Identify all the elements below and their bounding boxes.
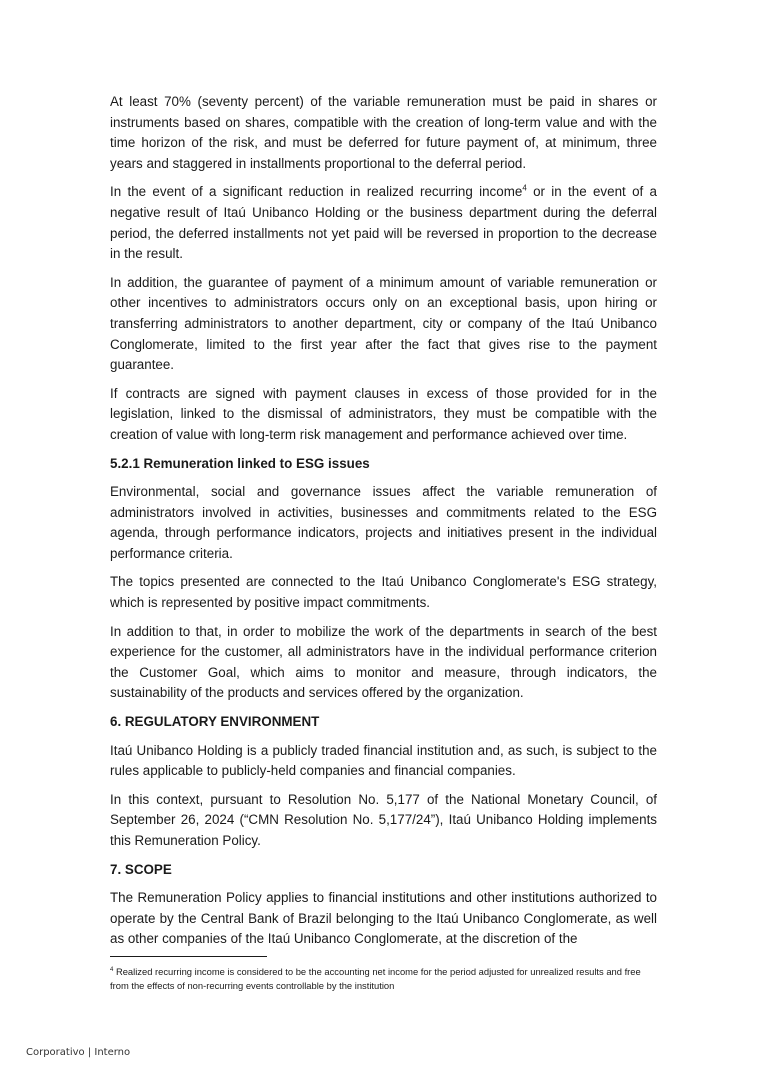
paragraph-reversal [110,182,657,264]
heading-esg: 5.2.1 Remuneration linked to ESG issues [110,455,370,471]
footnote-divider [110,956,267,957]
heading-scope: 7. SCOPE [110,861,172,877]
paragraph-guarantee: In addition, the guarantee of payment of a minimum amount of variable remuneration or other incentives to administrators occurs only on an exceptional basis, upon hiring or transferring administrators to another department, city or company of the Itaú Unibanco Conglomerate, limited to the first year after the fact that gives rise to the payment guarantee. [110,274,657,373]
heading-regulatory: 6. REGULATORY ENVIRONMENT [110,714,320,730]
paragraph-publicly-traded: Itaú Unibanco Holding is a publicly traded financial institution and, as such, is subject to the rules applicable to publicly-held companies and financial companies. [110,742,657,779]
footnote-text: Realized recurring income is considered to be the accounting net income for the period adjusted for unrealized results and free from the effects of non-recurring events controllable by the institution [110,966,641,991]
paragraph-esg-strategy: The topics presented are connected to the Itaú Unibanco Conglomerate's ESG strategy, which is represented by positive impact commitments. [110,574,657,611]
paragraph-esg-issues: Environmental, social and governance issues affect the variable remuneration of administrators involved in activities, businesses and commitments related to the ESG agenda, through performance indicators, projects and initiatives present in the individual performance criteria. [110,484,657,561]
footnote-number: 4 [110,966,114,973]
document-body [110,92,657,958]
paragraph-resolution: In this context, pursuant to Resolution No. 5,177 of the National Monetary Council, of September 26, 2024 (“CMN Resolution No. 5,177/24”), Itaú Unibanco Holding implements this Remuneration Policy. [110,791,657,848]
paragraph-customer-goal: In addition to that, in order to mobilize the work of the departments in search of the best experience for the customer, all administrators have in the individual performance criterion the Customer Goal, which aims to monitor and measure, through indicators, the sustainability of the products and services offered by the organization. [110,623,657,701]
paragraph-reversal-text-2: or in the event of a negative result of Itaú Unibanco Holding or the business department during the deferral period, the deferred installments not yet paid will be reversed in proportion to the decrease in the result. [110,184,658,262]
paragraph-deferral: At least 70% (seventy percent) of the variable remuneration must be paid in shares or instruments based on shares, compatible with the creation of long-term value and with the time horizon of the risk, and must be deferred for future payment of, at minimum, three years and staggered in installments proportional to the deferral period. [110,94,657,171]
paragraph-contracts: If contracts are signed with payment clauses in excess of those provided for in the legislation, linked to the dismissal of administrators, they must be compatible with the creation of value with long-term risk management and performance achieved over time. [110,385,657,442]
paragraph-reversal-text-1: In the event of a significant reduction in realized recurring income [110,184,523,200]
classification-footer: Corporativo | Interno [26,1047,131,1058]
footnote-ref-4: 4 [522,183,527,193]
paragraph-scope: The Remuneration Policy applies to financial institutions and other institutions authorized to operate by the Central Bank of Brazil belonging to the Itaú Unibanco Conglomerate, as well as other companies of the Itaú Unibanco Conglomerate, at the discretion of the [110,890,657,947]
footnote [110,965,658,992]
